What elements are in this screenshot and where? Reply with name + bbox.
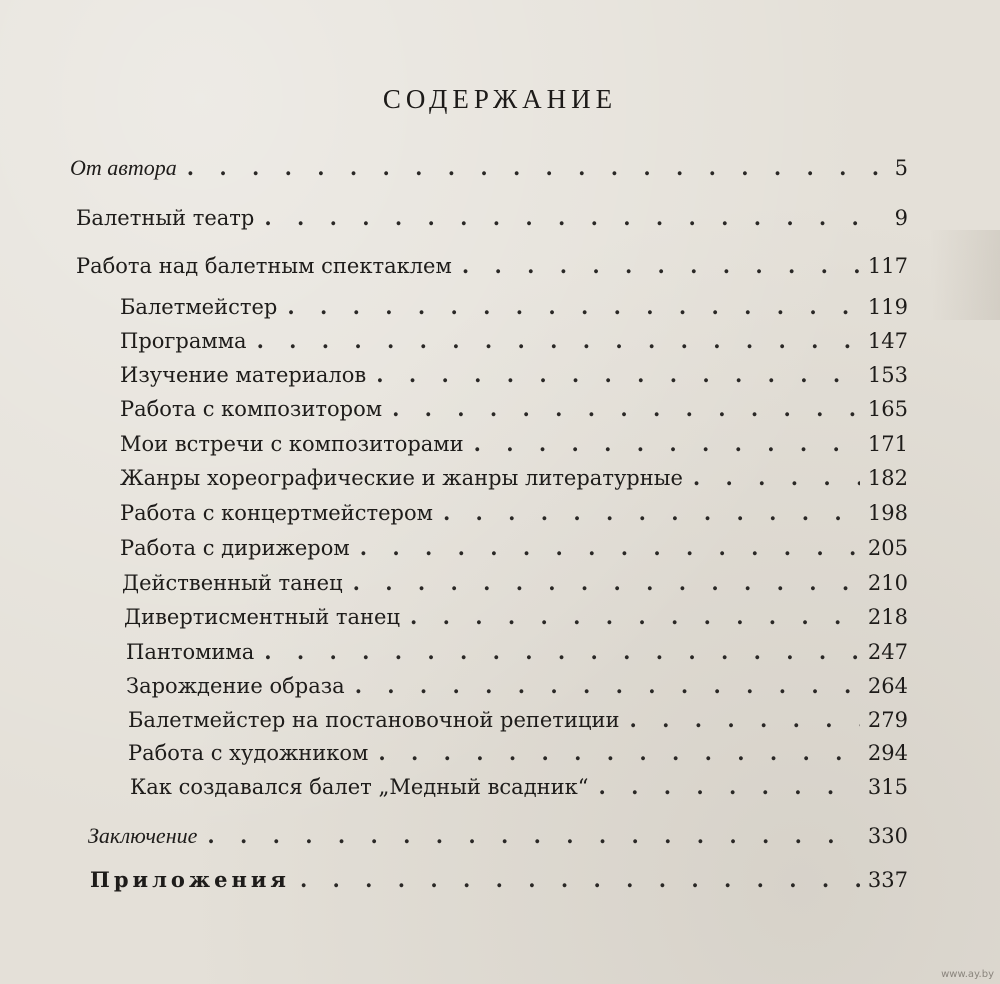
toc-entry <box>120 467 908 489</box>
toc-entry-page: 117 <box>867 254 908 278</box>
toc-entry-label: Балетмейстер <box>120 295 278 319</box>
toc-entry-label: Работа над балетным спектаклем <box>76 254 452 278</box>
toc-entry-label: Изучение материалов <box>120 363 367 387</box>
contents-title: СОДЕРЖАНИЕ <box>382 84 618 114</box>
toc-entry-label: Балетный театр <box>76 206 255 230</box>
toc-entry-label: Программа <box>120 329 247 353</box>
toc-entry-label: Приложения <box>90 867 290 892</box>
toc-leader-dots <box>392 398 860 419</box>
toc-entry-page: 198 <box>867 501 908 525</box>
toc-entry <box>88 825 908 847</box>
toc-entry <box>120 296 908 318</box>
toc-entry <box>128 709 908 731</box>
toc-entry-page: 5 <box>894 156 908 180</box>
toc-entry-page: 315 <box>867 775 908 799</box>
toc-leader-dots <box>355 675 860 696</box>
toc-entry-label: Как создавался балет „Медный всадник“ <box>130 775 589 799</box>
toc-entry <box>120 330 908 352</box>
toc-leader-dots <box>378 742 860 763</box>
toc-entry-page: 153 <box>867 363 908 387</box>
toc-leader-dots <box>376 364 860 385</box>
toc-entry-page: 210 <box>867 571 908 595</box>
toc-entry <box>130 776 908 798</box>
toc-leader-dots <box>207 825 860 846</box>
toc-entry <box>120 433 908 455</box>
toc-entry-label: Мои встречи с композиторами <box>120 432 464 456</box>
toc-entry <box>128 742 908 764</box>
toc-entry-label: Действенный танец <box>122 571 343 595</box>
toc-entry <box>76 255 908 277</box>
watermark: www.ay.by <box>941 969 994 980</box>
toc-leader-dots <box>264 207 882 228</box>
toc-leader-dots <box>360 537 860 558</box>
toc-entry-label: Работа с концертмейстером <box>120 501 433 525</box>
toc-entry <box>90 869 908 891</box>
toc-entry <box>120 398 908 420</box>
toc-leader-dots <box>264 641 860 662</box>
toc-leader-dots <box>353 572 860 593</box>
toc-entry-page: 171 <box>867 432 908 456</box>
toc-entry-label: Пантомима <box>126 640 255 664</box>
toc-entry-page: 294 <box>867 741 908 765</box>
toc-entry-page: 247 <box>867 640 908 664</box>
toc-entry-label: Заключение <box>88 823 198 848</box>
toc-leader-dots <box>443 502 860 523</box>
toc-leader-dots <box>287 296 860 317</box>
toc-entry-label: Балетмейстер на постановочной репетиции <box>128 708 620 732</box>
toc-leader-dots <box>474 433 860 454</box>
toc-entry-label: Работа с композитором <box>120 397 383 421</box>
toc-entry <box>124 606 908 628</box>
toc-entry-label: Работа с дирижером <box>120 536 350 560</box>
toc-leader-dots <box>598 776 859 797</box>
toc-entry <box>70 157 908 179</box>
toc-entry-page: 264 <box>867 674 908 698</box>
toc-entry-page: 218 <box>867 605 908 629</box>
toc-entry-label: Дивертисментный танец <box>124 605 400 629</box>
toc-leader-dots <box>462 255 860 276</box>
toc-entry-page: 147 <box>867 329 908 353</box>
toc-entry-page: 119 <box>867 295 908 319</box>
toc-entry-page: 9 <box>894 206 908 230</box>
toc-entry-page: 337 <box>867 868 908 892</box>
toc-entry-page: 330 <box>867 824 908 848</box>
toc-entry <box>120 502 908 524</box>
toc-entry-page: 205 <box>867 536 908 560</box>
toc-entry-page: 165 <box>867 397 908 421</box>
toc-leader-dots <box>629 709 859 730</box>
toc-entry <box>126 675 908 697</box>
toc-leader-dots <box>693 467 860 488</box>
page-bleed-through <box>930 230 1000 320</box>
toc-entry-label: Жанры хореографические и жанры литературные <box>120 466 683 490</box>
toc-entry <box>120 537 908 559</box>
toc-entry <box>76 207 908 229</box>
toc-leader-dots <box>300 869 860 890</box>
toc-entry <box>126 641 908 663</box>
toc-entry-label: От автора <box>70 155 177 180</box>
toc-leader-dots <box>257 330 860 351</box>
toc-entry-page: 182 <box>867 466 908 490</box>
toc-entry-label: Зарождение образа <box>126 674 345 698</box>
toc-entry <box>122 572 908 594</box>
toc-entry <box>120 364 908 386</box>
toc-leader-dots <box>187 157 882 178</box>
toc-leader-dots <box>410 606 860 627</box>
toc-entry-label: Работа с художником <box>128 741 369 765</box>
toc-entry-page: 279 <box>867 708 908 732</box>
